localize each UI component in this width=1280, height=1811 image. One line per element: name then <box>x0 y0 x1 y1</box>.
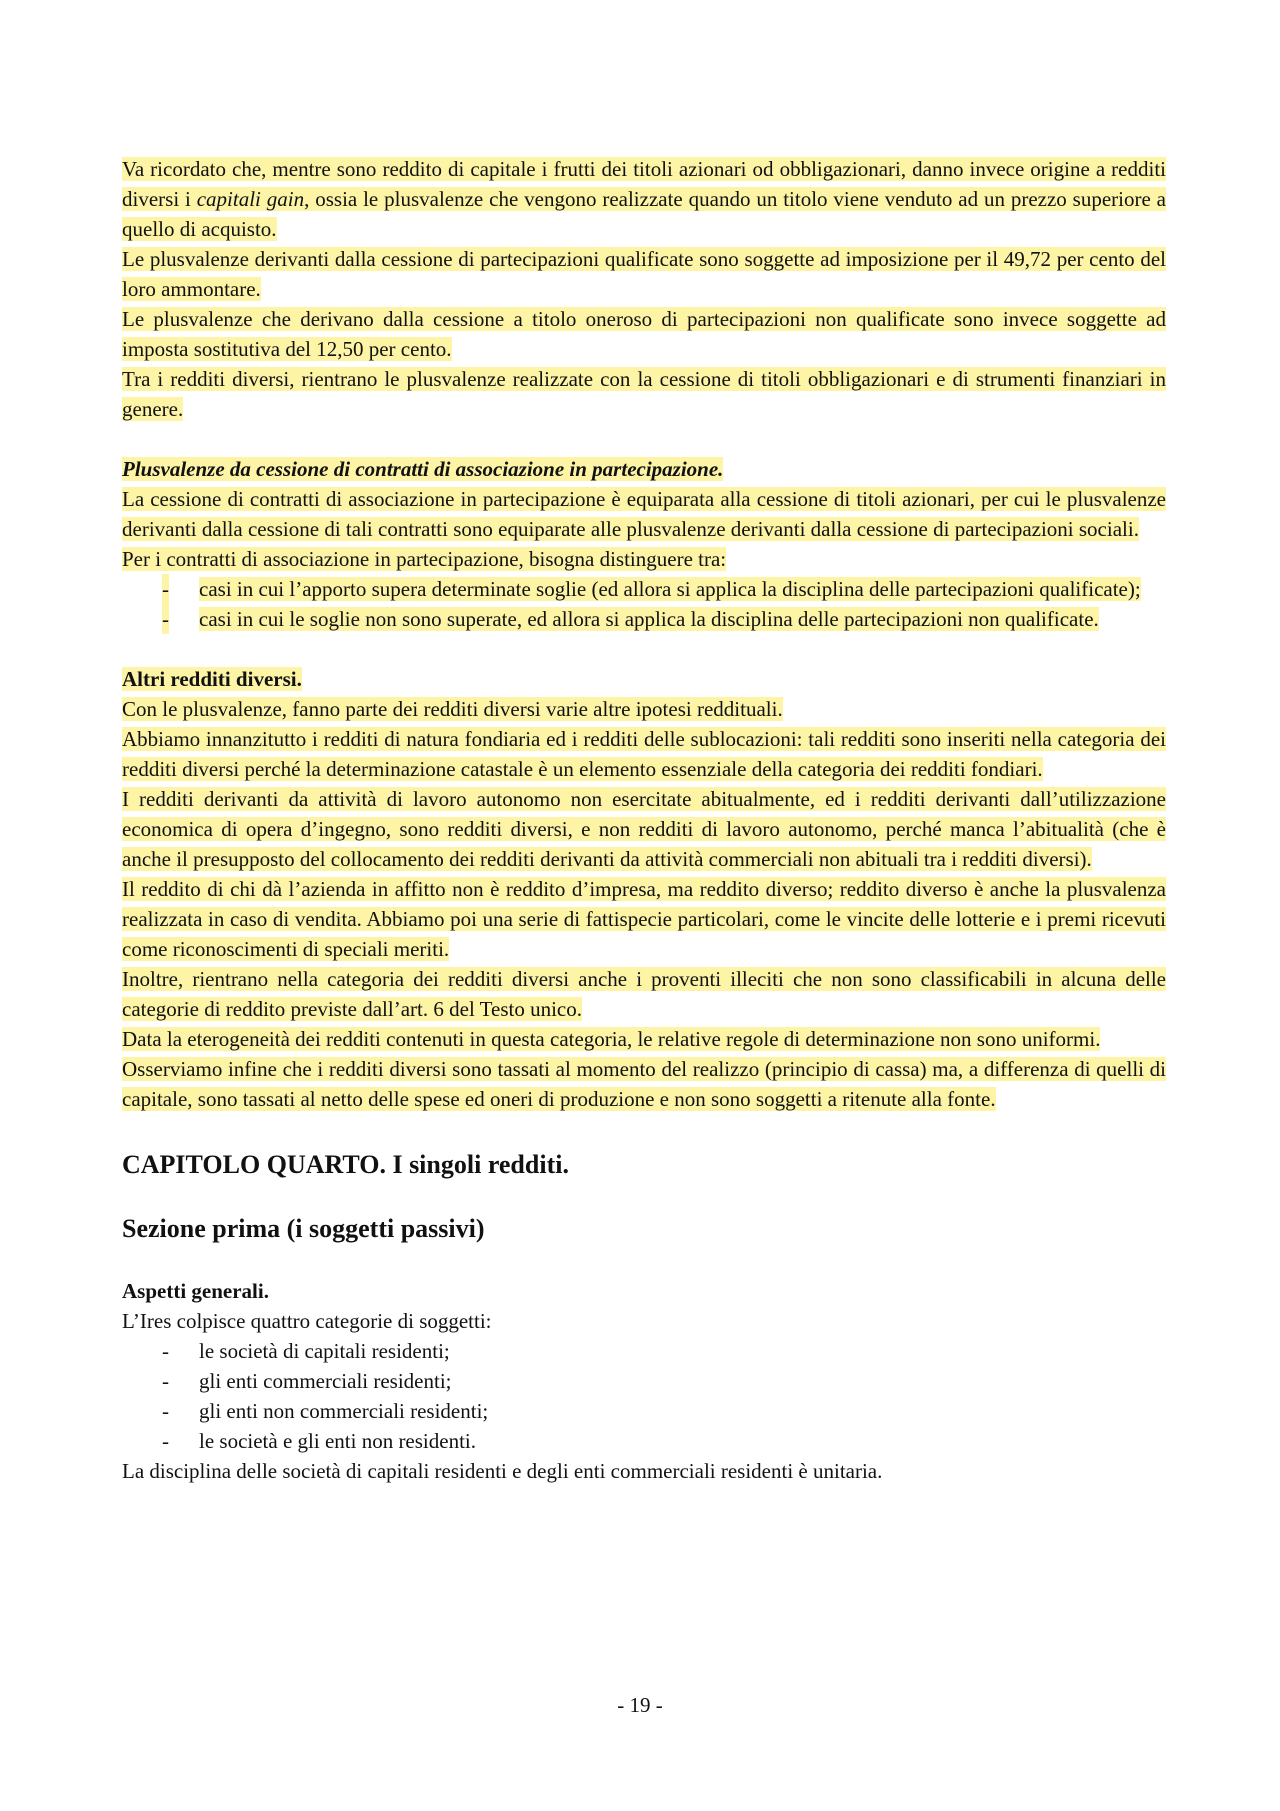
altri-section <box>122 664 1166 1114</box>
aspetti-heading: Aspetti generali. <box>122 1279 269 1303</box>
assoc-paragraph-1: La cessione di contratti di associazione in partecipazione è equiparata alla cessione di titoli azionari, per cui le plusvalenze derivanti dalla cessione di tali contratti sono equiparate alle plusvalenze derivanti dalla cessione di partecipazioni sociali. <box>122 487 1166 541</box>
altri-paragraph-2: Abbiamo innanzitutto i redditi di natura fondiaria ed i redditi delle sublocazioni: tali redditi sono inseriti nella categoria dei redditi diversi perché la determinazione catastale è un elemento essenziale della categoria dei redditi fondiari. <box>122 727 1166 781</box>
aspetti-list <box>122 1336 1166 1456</box>
altri-paragraph-5: Inoltre, rientrano nella categoria dei redditi diversi anche i proventi illeciti che non sono classificabili in alcuna delle categorie di reddito previste dall’art. 6 del Testo unico. <box>122 967 1166 1021</box>
intro-paragraph-1: Va ricordato che, mentre sono reddito di capitale i frutti dei titoli azionari od obbligazionari, danno invece origine a redditi diversi i capitali gain, ossia le plusvalenze che vengono realizzate quando un titolo viene venduto ad un prezzo superiore a quello di acquisto. <box>122 157 1166 241</box>
assoc-heading: Plusvalenze da cessione di contratti di associazione in partecipazione. <box>122 457 724 481</box>
aspetti-intro: L’Ires colpisce quattro categorie di soggetti: <box>122 1309 492 1333</box>
altri-paragraph-7: Osserviamo infine che i redditi diversi sono tassati al momento del realizzo (principio di cassa) ma, a differenza di quelli di capitale, sono tassati al netto delle spese ed oneri di produzione e non sono soggetti a ritenute alla fonte. <box>122 1057 1166 1111</box>
aspetti-outro: La disciplina delle società di capitali residenti e degli enti commerciali residenti è unitaria. <box>122 1459 883 1483</box>
list-item: - gli enti non commerciali residenti; <box>162 1399 489 1423</box>
intro-paragraph-3: Le plusvalenze che derivano dalla cessione a titolo oneroso di partecipazioni non qualificate sono invece soggette ad imposta sostitutiva del 12,50 per cento. <box>122 307 1166 361</box>
aspetti-section <box>122 1276 1166 1486</box>
document-page <box>122 154 1166 1486</box>
chapter-title: CAPITOLO QUARTO. I singoli redditi. <box>122 1150 569 1179</box>
list-item: - casi in cui le soglie non sono superate, ed allora si applica la disciplina delle partecipazioni non qualificate. <box>122 604 1166 634</box>
intro-paragraph-4: Tra i redditi diversi, rientrano le plusvalenze realizzate con la cessione di titoli obbligazionari e di strumenti finanziari in genere. <box>122 367 1166 421</box>
altri-heading: Altri redditi diversi. <box>122 667 302 691</box>
list-item: - le società e gli enti non residenti. <box>162 1429 476 1453</box>
altri-paragraph-3: I redditi derivanti da attività di lavoro autonomo non esercitate abitualmente, ed i redditi derivanti dall’utilizzazione economica di opera d’ingegno, sono redditi diversi, e non redditi di lavoro autonomo, perché manca l’abitualità (che è anche il presupposto del collocamento dei redditi derivanti da attività commerciali non abituali tra i redditi diversi). <box>122 787 1166 871</box>
section-title: Sezione prima (i soggetti passivi) <box>122 1214 485 1243</box>
assoc-list <box>122 574 1166 634</box>
altri-paragraph-6: Data la eterogeneità dei redditi contenuti in questa categoria, le relative regole di determinazione non sono uniformi. <box>122 1027 1101 1051</box>
assoc-paragraph-2: Per i contratti di associazione in partecipazione, bisogna distinguere tra: <box>122 547 727 571</box>
intro-block <box>122 154 1166 424</box>
list-item: - casi in cui l’apporto supera determinate soglie (ed allora si applica la disciplina delle partecipazioni qualificate); <box>122 574 1166 604</box>
altri-paragraph-1: Con le plusvalenze, fanno parte dei redditi diversi varie altre ipotesi reddituali. <box>122 697 783 721</box>
assoc-section <box>122 454 1166 634</box>
altri-paragraph-4: Il reddito di chi dà l’azienda in affitto non è reddito d’impresa, ma reddito diverso; reddito diverso è anche la plusvalenza realizzata in caso di vendita. Abbiamo poi una serie di fattispecie particolari, come le vincite delle lotterie e i premi ricevuti come riconoscimenti di speciali meriti. <box>122 877 1166 961</box>
page-number: - 19 - <box>617 1693 663 1717</box>
intro-paragraph-2: Le plusvalenze derivanti dalla cessione di partecipazioni qualificate sono soggette ad imposizione per il 49,72 per cento del loro ammontare. <box>122 247 1166 301</box>
list-item: - le società di capitali residenti; <box>162 1339 450 1363</box>
list-item: - gli enti commerciali residenti; <box>162 1369 452 1393</box>
